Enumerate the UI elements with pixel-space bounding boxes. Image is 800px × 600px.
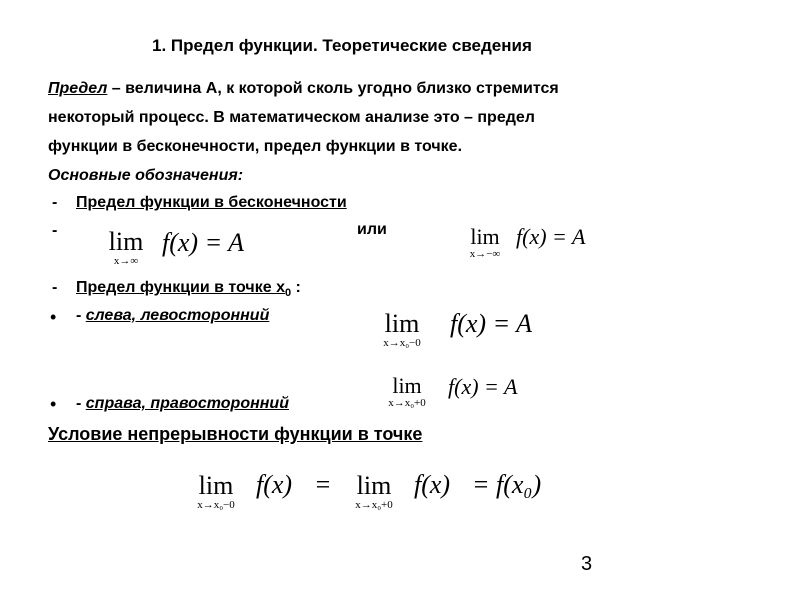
left-limit-text: слева, левосторонний xyxy=(85,307,270,324)
limit-operator xyxy=(458,226,512,260)
intro-term: Предел xyxy=(48,80,108,97)
lim-word: lim xyxy=(108,227,144,256)
left-limit-prefix: - xyxy=(76,307,86,324)
lim-word: lim xyxy=(392,373,422,398)
limit-subscript: x→x₀+0 xyxy=(388,397,426,409)
formula-equals: = xyxy=(472,470,490,499)
right-limit-text: справа, правосторонний xyxy=(85,395,289,412)
formula-expression: f(x) = A xyxy=(162,228,245,257)
limit-operator xyxy=(338,473,410,511)
limit-operator xyxy=(366,311,438,349)
right-limit-prefix: - xyxy=(76,395,86,412)
formula-expression: f(x) = A xyxy=(448,374,518,399)
intro-line-3: функции в бесконечности, предел функции в точке. xyxy=(48,138,463,155)
page-number: 3 xyxy=(581,553,593,575)
left-limit-label xyxy=(76,307,269,325)
limit-operator xyxy=(370,375,444,409)
intro-line-1 xyxy=(48,80,559,98)
limit-subscript: x→−∞ xyxy=(469,248,501,260)
bullet-marker: • xyxy=(50,307,57,327)
formula-equals: = xyxy=(314,470,332,499)
formula-expression: f(x) = A xyxy=(450,309,533,338)
infinity-limit-label: Предел функции в бесконечности xyxy=(76,194,347,211)
right-limit-label xyxy=(76,395,289,413)
formula-fx0: f(x₀) xyxy=(496,470,542,499)
lim-word: lim xyxy=(470,224,500,249)
point-limit-label xyxy=(76,279,301,299)
lim-word: lim xyxy=(356,471,392,500)
dash-marker: - xyxy=(52,279,58,296)
point-limit-colon: : xyxy=(291,279,301,296)
formula-fx: f(x) xyxy=(414,470,451,499)
formula-expression: f(x) = A xyxy=(516,224,586,249)
continuity-heading: Условие непрерывности функции в точке xyxy=(48,424,423,444)
formula-fx: f(x) xyxy=(256,470,293,499)
lim-word: lim xyxy=(198,471,234,500)
point-limit-subscript: 0 xyxy=(284,287,292,300)
or-word: или xyxy=(357,221,387,238)
point-limit-text: Предел функции в точке x xyxy=(76,279,285,296)
bullet-marker: • xyxy=(50,394,57,414)
intro-line-1-rest: – величина А, к которой сколь угодно близко стремится xyxy=(107,80,559,97)
lim-word: lim xyxy=(384,309,420,338)
limit-operator xyxy=(180,473,252,511)
limit-subscript: x→x₀+0 xyxy=(355,499,393,511)
dash-marker: - xyxy=(52,194,58,211)
limit-subscript: x→x₀−0 xyxy=(383,337,421,349)
limit-subscript: x→∞ xyxy=(113,255,139,267)
notation-heading: Основные обозначения: xyxy=(48,167,244,184)
page-title: 1. Предел функции. Теоретические сведения xyxy=(152,36,532,55)
dash-marker: - xyxy=(52,222,58,239)
intro-line-2: некоторый процесс. В математическом анализе это – предел xyxy=(48,109,535,126)
limit-operator xyxy=(102,229,150,267)
limit-subscript: x→x₀−0 xyxy=(197,499,235,511)
